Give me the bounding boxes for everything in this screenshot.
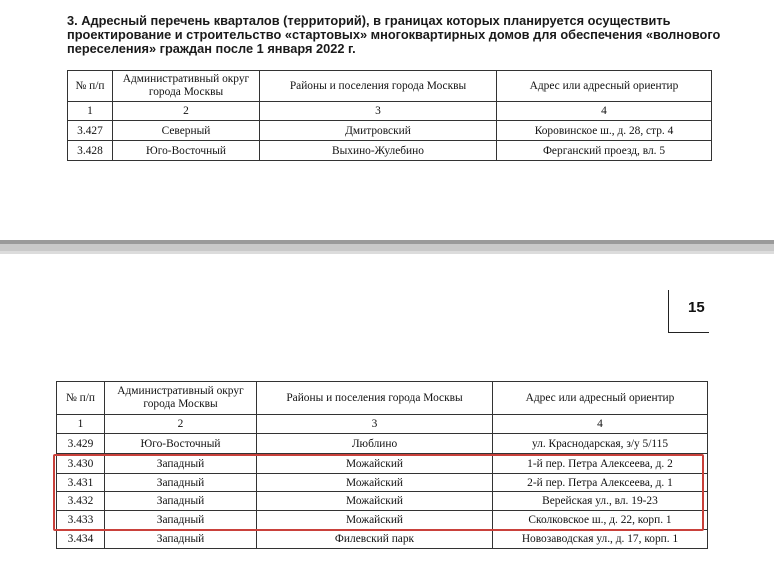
header-number: № п/п (68, 71, 113, 102)
column-number-row (68, 102, 712, 121)
column-number: 2 (113, 102, 260, 121)
column-number: 4 (497, 102, 712, 121)
row-district: Юго-Восточный (105, 434, 257, 454)
header-number: № п/п (57, 382, 105, 415)
row-address: Новозаводская ул., д. 17, корп. 1 (493, 530, 708, 549)
row-address: Ферганский проезд, вл. 5 (497, 141, 712, 161)
row-area: Выхино-Жулебино (260, 141, 497, 161)
row-address: ул. Краснодарская, з/у 5/115 (493, 434, 708, 454)
column-number: 4 (493, 415, 708, 434)
header-address: Адрес или адресный ориентир (497, 71, 712, 102)
column-number: 1 (57, 415, 105, 434)
row-address: Верейская ул., вл. 19-23 (493, 492, 708, 511)
row-area: Можайский (257, 511, 493, 530)
row-district: Западный (105, 454, 257, 474)
row-address: Сколковское ш., д. 22, корп. 1 (493, 511, 708, 530)
column-number: 2 (105, 415, 257, 434)
table-header-row (68, 71, 712, 102)
addresses-table-page-1 (67, 70, 712, 161)
column-number: 1 (68, 102, 113, 121)
table-row-highlighted (57, 454, 708, 474)
table-row (68, 141, 712, 161)
row-district: Западный (105, 530, 257, 549)
page-shadow (0, 240, 774, 244)
row-district: Западный (105, 492, 257, 511)
addresses-table-page-2 (56, 381, 708, 549)
row-area: Люблино (257, 434, 493, 454)
column-number: 3 (260, 102, 497, 121)
page-number: 15 (688, 299, 705, 316)
document-page-1 (0, 0, 774, 240)
header-area: Районы и поселения города Москвы (260, 71, 497, 102)
row-address: 1-й пер. Петра Алексеева, д. 2 (493, 454, 708, 474)
row-number: 3.433 (57, 511, 105, 530)
header-district: Административный округ города Москвы (113, 71, 260, 102)
header-address: Адрес или адресный ориентир (493, 382, 708, 415)
document-page-2 (0, 254, 774, 567)
table-row-highlighted (57, 511, 708, 530)
row-number: 3.427 (68, 121, 113, 141)
row-number: 3.432 (57, 492, 105, 511)
row-district: Юго-Восточный (113, 141, 260, 161)
row-district: Северный (113, 121, 260, 141)
row-address: 2-й пер. Петра Алексеева, д. 1 (493, 474, 708, 492)
row-number: 3.430 (57, 454, 105, 474)
section-heading: 3. Адресный перечень кварталов (территорий), в границах которых планируется осуществить проектирование и строительство «стартовых» многоквартирных домов для обеспечения «волнового переселения» граждан после 1 января 2022 г. (67, 13, 721, 56)
row-number: 3.428 (68, 141, 113, 161)
table-row-highlighted (57, 474, 708, 492)
header-district: Административный округ города Москвы (105, 382, 257, 415)
page-separator (0, 240, 774, 254)
row-area: Можайский (257, 492, 493, 511)
table-row (57, 434, 708, 454)
row-area: Филевский парк (257, 530, 493, 549)
column-number: 3 (257, 415, 493, 434)
row-address: Коровинское ш., д. 28, стр. 4 (497, 121, 712, 141)
table-header-row (57, 382, 708, 415)
table-row (57, 530, 708, 549)
column-number-row (57, 415, 708, 434)
row-area: Дмитровский (260, 121, 497, 141)
table-row-highlighted (57, 492, 708, 511)
table-row (68, 121, 712, 141)
row-number: 3.434 (57, 530, 105, 549)
row-number: 3.429 (57, 434, 105, 454)
row-area: Можайский (257, 474, 493, 492)
row-area: Можайский (257, 454, 493, 474)
row-district: Западный (105, 474, 257, 492)
row-district: Западный (105, 511, 257, 530)
row-number: 3.431 (57, 474, 105, 492)
header-area: Районы и поселения города Москвы (257, 382, 493, 415)
